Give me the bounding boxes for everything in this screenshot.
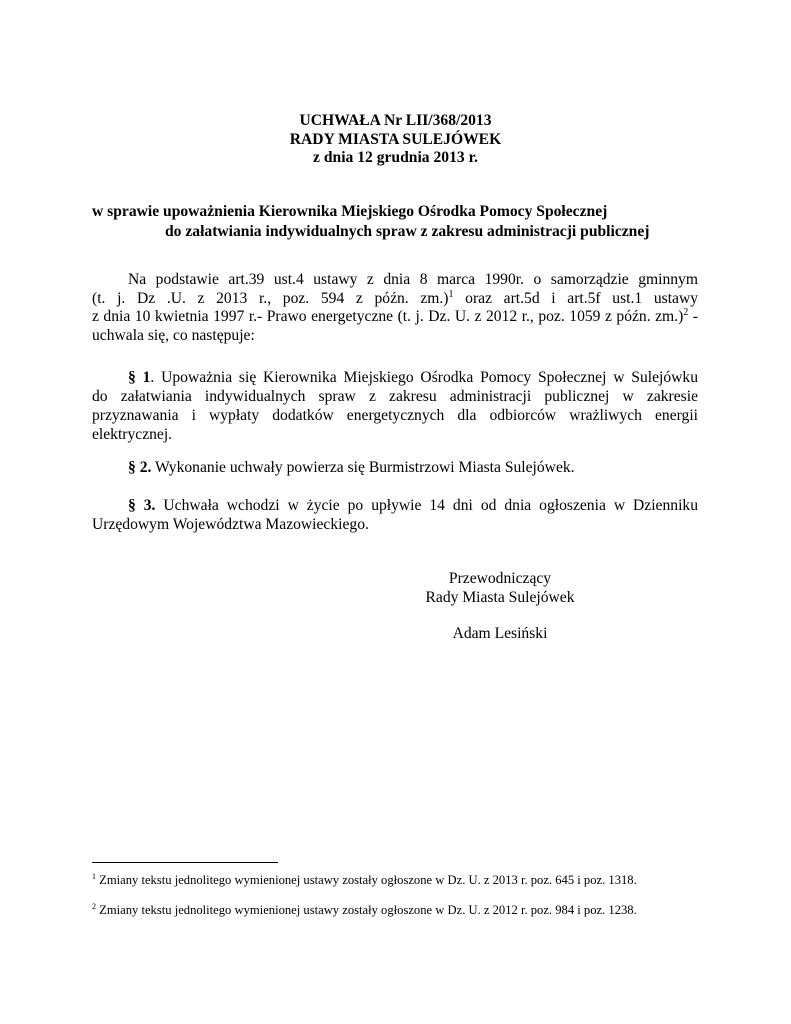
basis-line-4: uchwala się, co następuje: xyxy=(92,326,255,344)
signatory-body: Rady Miasta Sulejówek xyxy=(425,588,575,606)
basis-line-3-cont: - xyxy=(688,308,698,325)
resolution-number: UCHWAŁA Nr LII/368/2013 xyxy=(299,112,492,129)
resolution-date: z dnia 12 grudnia 2013 r. xyxy=(313,149,478,166)
basis-line-3 xyxy=(92,308,698,327)
basis-line-3-text: z dnia 10 kwietnia 1997 r.- Prawo energetyczne (t. j. Dz. U. z 2012 r., poz. 1059 z późn. zm.) xyxy=(92,308,684,325)
section-1-line-4: elektrycznej. xyxy=(92,426,173,443)
signatory-title: Przewodniczący xyxy=(448,570,552,587)
section-1-mark: § 1 xyxy=(128,369,151,386)
resolution-subject xyxy=(92,202,712,242)
subject-line-1: w sprawie upoważnienia Kierownika Miejskiego Ośrodka Pomocy Społecznej xyxy=(92,203,608,220)
section-2-text: Wykonanie uchwały powierza się Burmistrzowi Miasta Sulejówek. xyxy=(151,459,575,476)
section-3-line-1-text: Uchwała wchodzi w życie po upływie 14 dni od dnia ogłoszenia w Dzienniku xyxy=(155,497,698,514)
footnote-ref-2: 2 xyxy=(683,307,689,318)
resolution-heading xyxy=(0,112,791,168)
basis-line-2-cont: oraz art.5d i art.5f ust.1 ustawy xyxy=(453,289,699,307)
council-name: RADY MIASTA SULEJÓWEK xyxy=(289,130,502,148)
section-1-line-3: przyznawania i wypłaty dodatków energetycznych dla odbiorców wrażliwych energii xyxy=(92,407,698,424)
basis-line-2-text: (t. j. Dz .U. z 2013 r., poz. 594 z późn. zm.) xyxy=(92,289,449,307)
signature-block xyxy=(425,570,575,644)
section-3-line-2: Urzędowym Województwa Mazowieckiego. xyxy=(92,516,369,533)
section-1-line-1-text: . Upoważnia się Kierownika Miejskiego Ośrodka Pomocy Społecznej w Sulejówku xyxy=(150,369,698,386)
section-1-line-1 xyxy=(92,368,698,387)
footnote-ref-1: 1 xyxy=(448,288,454,300)
footnote-1-text: Zmiany tekstu jednolitego wymienionej ustawy zostały ogłoszone w Dz. U. z 2013 r. poz. 645 i poz. 1318. xyxy=(96,873,637,887)
footnote-2-ref: 2 xyxy=(92,902,96,911)
section-1-line-2: do załatwiania indywidualnych spraw z zakresu administracji publicznej w zakresie xyxy=(92,388,698,405)
footnote-2 xyxy=(92,903,712,918)
signatory-name: Adam Lesiński xyxy=(452,625,548,642)
footnote-separator xyxy=(92,862,278,863)
section-2-mark: § 2. xyxy=(128,459,152,476)
subject-line-2: do załatwiania indywidualnych spraw z zakresu administracji publicznej xyxy=(165,223,650,240)
basis-line-2 xyxy=(92,290,698,309)
section-2-line xyxy=(92,459,698,477)
section-3 xyxy=(92,496,698,534)
legal-basis-paragraph xyxy=(92,271,698,345)
basis-line-1: Na podstawie art.39 ust.4 ustawy z dnia 8 marca 1990r. o samorządzie gminnym xyxy=(128,271,698,288)
section-1 xyxy=(92,368,698,444)
footnote-1-ref: 1 xyxy=(92,872,96,881)
section-3-line-1 xyxy=(92,496,698,515)
footnote-1 xyxy=(92,873,712,888)
footnote-2-text: Zmiany tekstu jednolitego wymienionej ustawy zostały ogłoszone w Dz. U. z 2012 r. poz. 984 i poz. 1238. xyxy=(96,903,637,917)
section-3-mark: § 3. xyxy=(128,497,156,514)
section-2 xyxy=(92,459,698,477)
